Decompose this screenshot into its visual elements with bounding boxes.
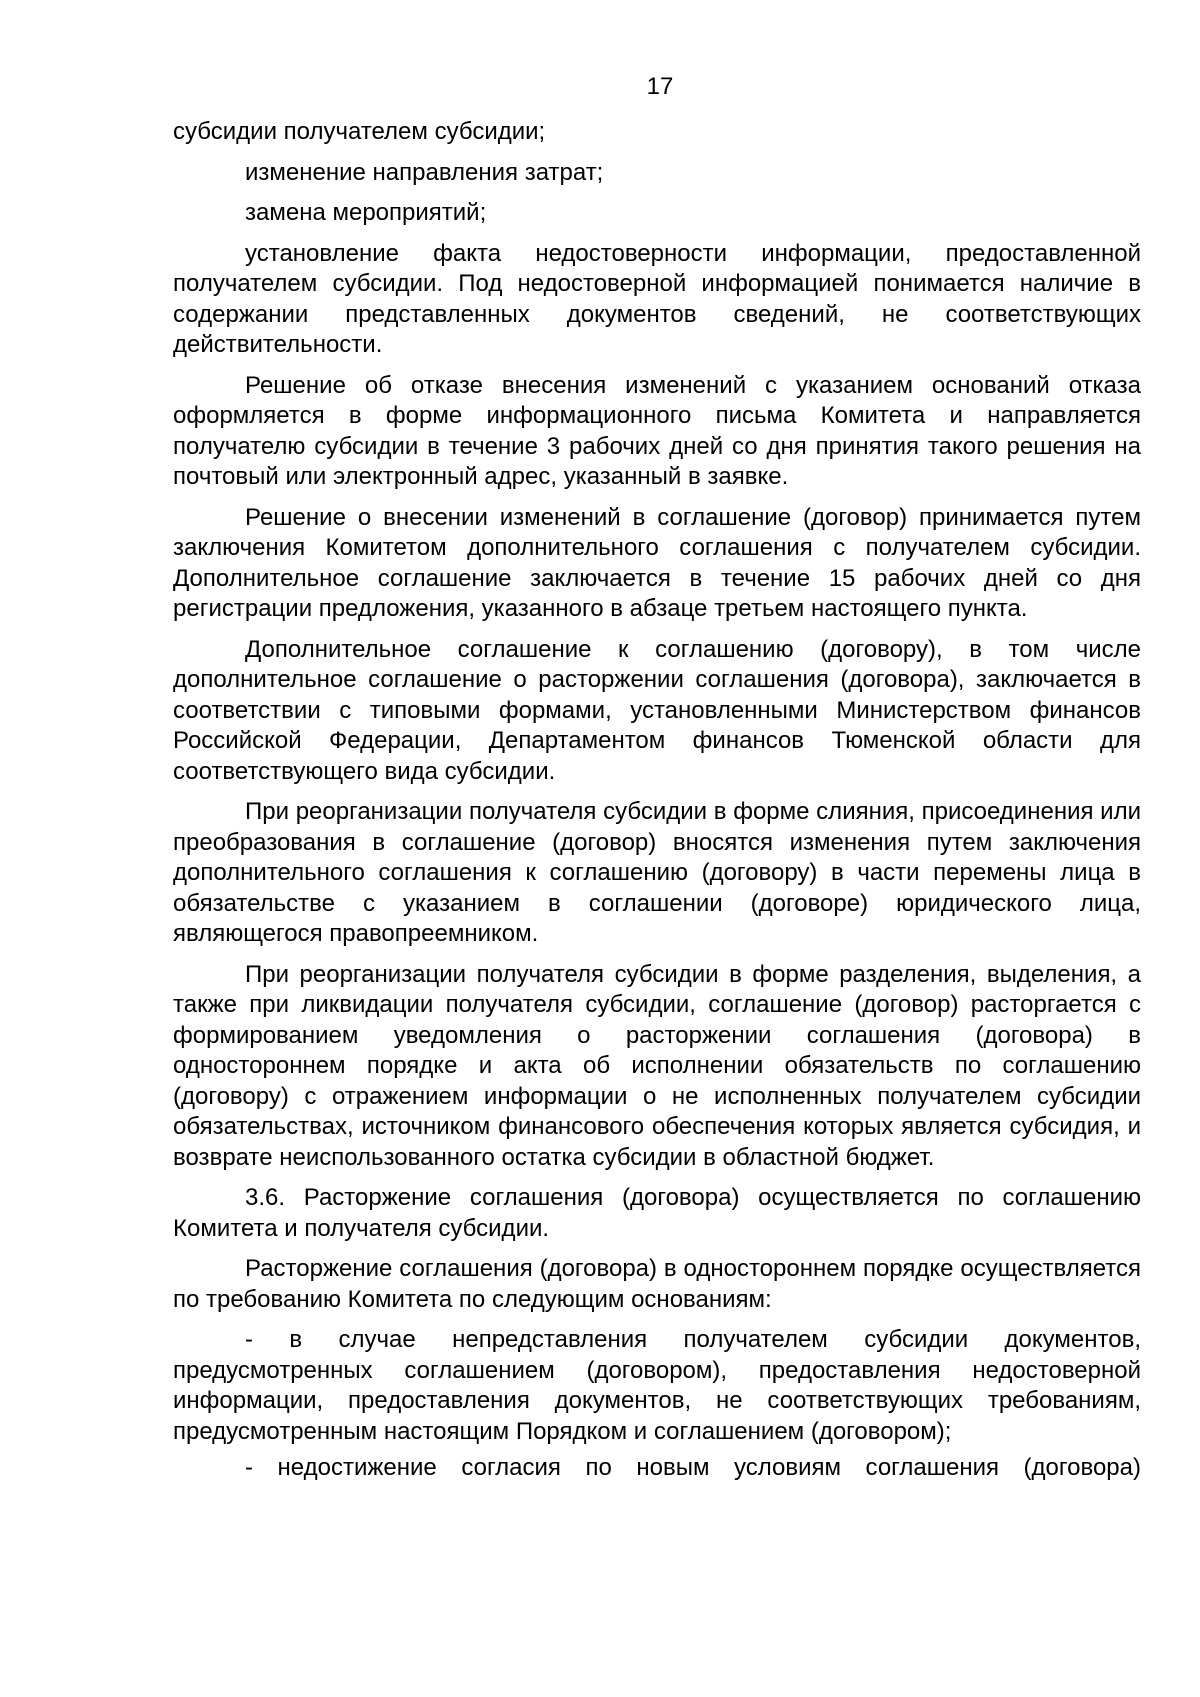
document-body [173,117,1141,1490]
paragraph: Дополнительное соглашение к соглашению (договору), в том числе дополнительное соглашение о расторжении соглашения (договора), заключается в соответствии с типовыми формами, установленными Министерством финансов Российской Федерации, Департаментом финансов Тюменской области для соответствующего вида субсидии. [173,635,1141,785]
paragraph: Расторжение соглашения (договора) в одностороннем порядке осуществляется по требованию Комитета по следующим основаниям: [173,1255,1141,1313]
paragraph: замена мероприятий; [245,199,487,226]
list-item: - недостижение согласия по новым условиям соглашения (договора) [245,1454,1141,1481]
paragraph: изменение направления затрат; [245,158,604,186]
paragraph: установление факта недостоверности информации, предоставленной получателем субсидии. Под недостоверной информацией понимается наличие в содержании представленных документов сведений, не соответствующих действительности. [173,239,1141,358]
list-item: - в случае непредставления получателем субсидии документов, предусмотренных соглашением (договором), предоставления недостоверной информации, предоставления документов, не соответствующих требованиям, предусмотренным настоящим Порядком и соглашением (договором); [173,1326,1141,1445]
paragraph: Решение об отказе внесения изменений с указанием оснований отказа оформляется в форме информационного письма Комитета и направляется получателю субсидии в течение 3 рабочих дней со дня принятия такого решения на почтовый или электронный адрес, указанный в заявке. [173,371,1141,490]
paragraph: При реорганизации получателя субсидии в форме слияния, присоединения или преобразования в соглашение (договор) вносятся изменения путем заключения дополнительного соглашения к соглашению (договору) в части перемены лица в обязательстве с указанием в соглашении (договоре) юридического лица, являющегося правопреемником. [173,798,1141,947]
paragraph-continuation: субсидии получателем субсидии; [173,118,546,145]
paragraph: При реорганизации получателя субсидии в форме разделения, выделения, а также при ликвидации получателя субсидии, соглашение (договор) расторгается с формированием уведомления о расторжении соглашения (договора) в одностороннем порядке и акта об исполнении обязательств по соглашению (договору) с отражением информации о не исполненных получателем субсидии обязательствах, источником финансового обеспечения которых является субсидия, и возврате неиспользованного остатка субсидии в областной бюджет. [173,960,1141,1171]
paragraph: Решение о внесении изменений в соглашение (договор) принимается путем заключения Комитетом дополнительного соглашения с получателем субсидии. Дополнительное соглашение заключается в течение 15 рабочих дней со дня регистрации предложения, указанного в абзаце третьем настоящего пункта. [173,503,1141,622]
page-number: 17 [646,73,674,100]
section-paragraph: 3.6. Расторжение соглашения (договора) осуществляется по соглашению Комитета и получателя субсидии. [173,1184,1141,1242]
